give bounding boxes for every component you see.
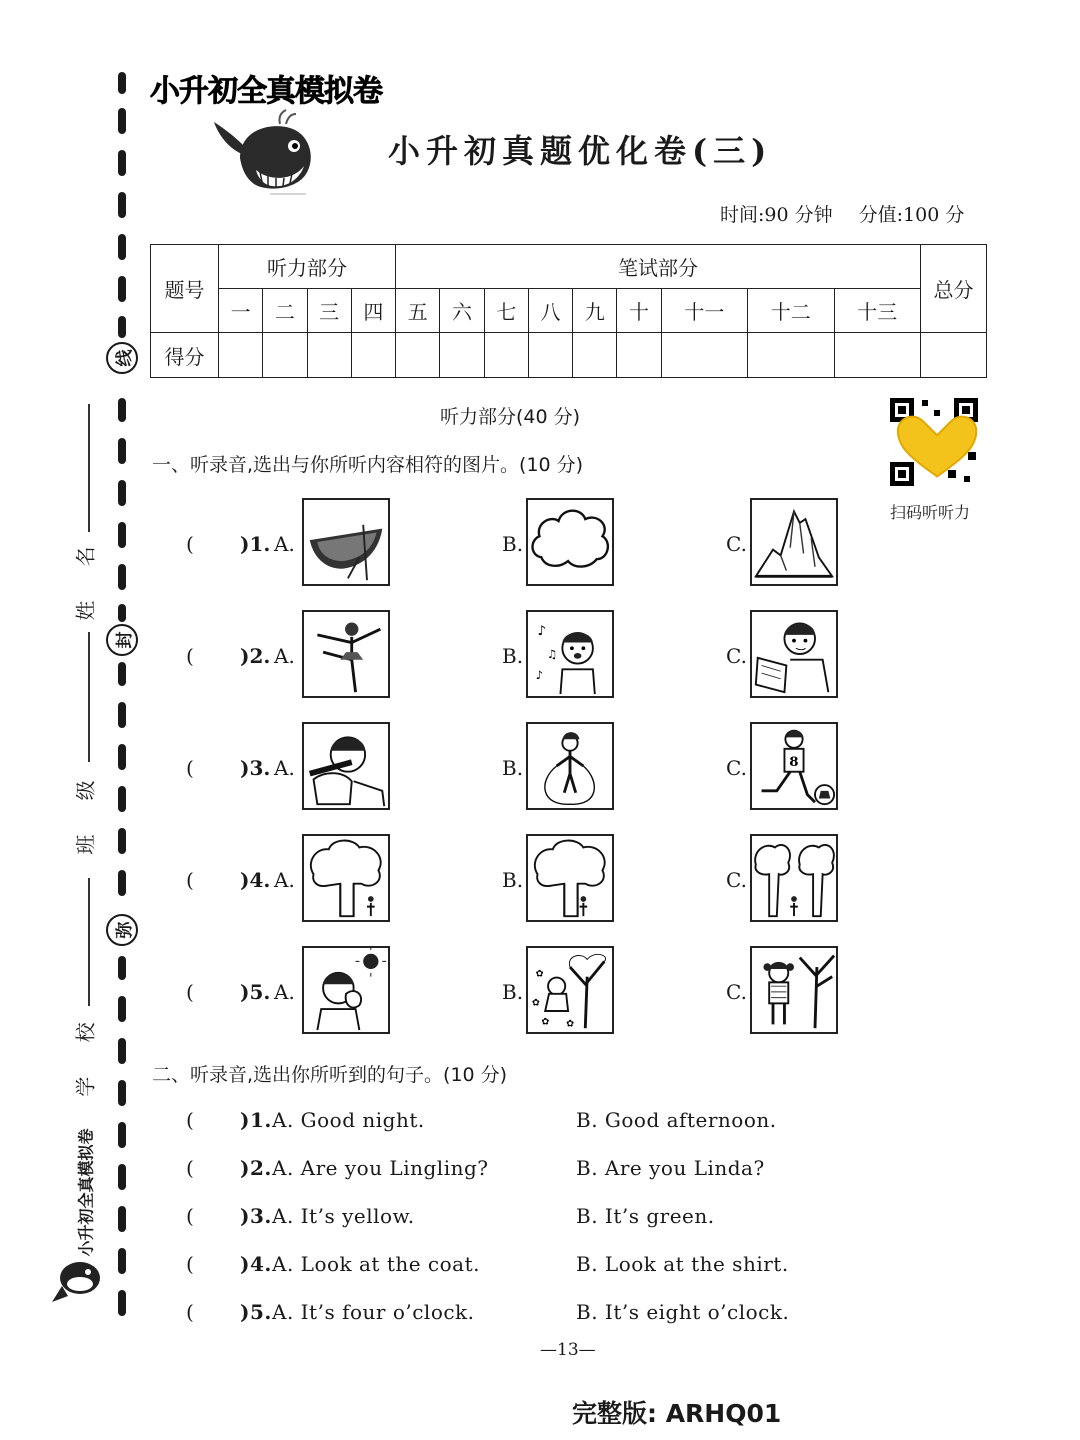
score-cell[interactable] <box>748 333 834 378</box>
answer-paren[interactable]: ( <box>186 756 194 780</box>
question-number-cell: 七 <box>484 289 528 333</box>
question-number: )5. <box>240 1300 272 1324</box>
sentence-question-4 <box>150 1252 950 1282</box>
girl-tree-icon[interactable] <box>750 946 838 1034</box>
option-a-label: A. <box>274 980 295 1004</box>
total-score-cell[interactable] <box>921 333 987 378</box>
score-cell[interactable] <box>440 333 484 378</box>
score-cell[interactable] <box>219 333 263 378</box>
sentence-option-b[interactable]: B. Good afternoon. <box>576 1108 777 1132</box>
option-c-label: C. <box>726 532 747 556</box>
sentence-option-b[interactable]: B. It’s eight o’clock. <box>576 1300 790 1324</box>
sentence-question-5 <box>150 1300 950 1330</box>
question-number-cell: 十 <box>617 289 661 333</box>
whale-logo-icon <box>210 108 322 200</box>
picture-question-4 <box>150 834 910 924</box>
answer-paren[interactable]: ( <box>186 1204 195 1228</box>
svg-text:♫: ♫ <box>547 646 558 661</box>
answer-paren[interactable]: ( <box>186 980 194 1004</box>
question-number: )2. <box>240 644 271 668</box>
section1-heading: 一、听录音,选出与你所听内容相符的图片。(10 分) <box>152 454 584 476</box>
option-a-label: A. <box>274 756 295 780</box>
option-a-label: A. <box>274 644 295 668</box>
picture-question-2 <box>150 610 910 700</box>
question-number-cell: 十二 <box>748 289 834 333</box>
football-boy-icon[interactable] <box>750 722 838 810</box>
tree-icon[interactable] <box>302 834 390 922</box>
question-number: )1. <box>240 532 271 556</box>
question-number-cell: 九 <box>573 289 617 333</box>
full-version-code: 完整版: ARHQ01 <box>572 1399 782 1428</box>
question-number: )3. <box>240 756 271 780</box>
option-c-label: C. <box>726 644 747 668</box>
section2-heading: 二、听录音,选出你所听到的句子。(10 分) <box>152 1064 508 1086</box>
option-b-label: B. <box>502 644 524 668</box>
svg-text:✿: ✿ <box>531 997 540 1009</box>
jump-rope-girl-icon[interactable] <box>526 722 614 810</box>
listening-section-header: 听力部分(40 分) <box>440 406 581 428</box>
score-table <box>150 244 987 378</box>
seal-char-xian: 线 <box>106 342 138 374</box>
row-header-score: 得分 <box>151 333 219 378</box>
question-number-cell: 五 <box>396 289 440 333</box>
cloud-icon[interactable] <box>526 498 614 586</box>
boat-icon[interactable] <box>302 498 390 586</box>
written-header-cell: 笔试部分 <box>396 245 921 289</box>
seal-char-feng: 封 <box>106 624 138 656</box>
score-cell[interactable] <box>307 333 351 378</box>
answer-paren[interactable]: ( <box>186 1156 195 1180</box>
side-brand-text: 小升初全真模拟卷 <box>76 1128 96 1257</box>
sentence-option-a[interactable]: A. It’s yellow. <box>272 1204 415 1228</box>
score-cell[interactable] <box>263 333 307 378</box>
question-number: )4. <box>240 868 271 892</box>
two-trees-icon[interactable] <box>750 834 838 922</box>
seal-char-mi: 弥 <box>106 914 138 946</box>
sentence-option-b[interactable]: B. It’s green. <box>576 1204 715 1228</box>
qr-code-icon[interactable] <box>888 396 980 488</box>
score-cell[interactable] <box>834 333 921 378</box>
option-b-label: B. <box>502 532 524 556</box>
option-b-label: B. <box>502 868 524 892</box>
svg-text:♪: ♪ <box>535 667 543 682</box>
row-header-number: 题号 <box>151 245 219 333</box>
question-number: )5. <box>240 980 271 1004</box>
option-c-label: C. <box>726 868 747 892</box>
question-number-cell: 一 <box>219 289 263 333</box>
answer-paren[interactable]: ( <box>186 1300 195 1324</box>
total-header-cell: 总分 <box>921 245 987 333</box>
option-a-label: A. <box>274 868 295 892</box>
school-label: 学 校 <box>73 1008 98 1097</box>
reading-boy-icon[interactable] <box>750 610 838 698</box>
listening-header-cell: 听力部分 <box>219 245 396 289</box>
score-cell[interactable] <box>528 333 572 378</box>
option-b-label: B. <box>502 756 524 780</box>
kid-flowers-icon[interactable] <box>526 946 614 1034</box>
sentence-question-2 <box>150 1156 950 1186</box>
answer-paren[interactable]: ( <box>186 532 194 556</box>
exam-meta <box>720 200 990 227</box>
question-number-cell: 三 <box>307 289 351 333</box>
dancing-girl-icon[interactable] <box>302 610 390 698</box>
answer-paren[interactable]: ( <box>186 1108 195 1132</box>
question-number-cell: 十三 <box>834 289 921 333</box>
question-number: )3. <box>240 1204 272 1228</box>
answer-paren[interactable]: ( <box>186 868 194 892</box>
question-number-cell: 二 <box>263 289 307 333</box>
score-cell[interactable] <box>661 333 747 378</box>
svg-text:♪: ♪ <box>537 623 547 639</box>
score-value: 分值:100 分 <box>858 204 965 226</box>
name-blank[interactable] <box>88 404 90 532</box>
question-number-cell: 十一 <box>661 289 747 333</box>
mountain-icon[interactable] <box>750 498 838 586</box>
question-number: )1. <box>240 1108 272 1132</box>
score-cell[interactable] <box>396 333 440 378</box>
svg-text:8: 8 <box>789 754 799 770</box>
singing-boy-icon[interactable] <box>526 610 614 698</box>
time-limit: 时间:90 分钟 <box>720 204 833 226</box>
score-cell[interactable] <box>484 333 528 378</box>
sentence-question-3 <box>150 1204 950 1234</box>
option-b-label: B. <box>502 980 524 1004</box>
sentence-option-a[interactable]: A. Good night. <box>272 1108 425 1132</box>
tree-icon[interactable] <box>526 834 614 922</box>
qr-label: 扫码听听力 <box>890 503 971 522</box>
sentence-option-b[interactable]: B. Are you Linda? <box>576 1156 765 1180</box>
name-label: 姓 名 <box>73 532 98 621</box>
sentence-option-a[interactable]: A. Are you Lingling? <box>272 1156 489 1180</box>
sentence-option-b[interactable]: B. Look at the shirt. <box>576 1252 789 1276</box>
svg-text:✿: ✿ <box>541 1016 550 1028</box>
svg-text:✿: ✿ <box>535 968 544 980</box>
picture-question-5 <box>150 946 910 1036</box>
answer-paren[interactable]: ( <box>186 1252 195 1276</box>
sentence-question-1 <box>150 1108 950 1138</box>
page-number: —13— <box>540 1340 596 1360</box>
exam-title: 小升初真题优化卷(三) <box>388 132 773 170</box>
hot-boy-icon[interactable] <box>302 946 390 1034</box>
svg-text:✿: ✿ <box>566 1018 575 1030</box>
option-c-label: C. <box>726 756 747 780</box>
option-c-label: C. <box>726 980 747 1004</box>
picture-question-3 <box>150 722 910 812</box>
question-number-cell: 六 <box>440 289 484 333</box>
answer-paren[interactable]: ( <box>186 644 194 668</box>
sentence-option-a[interactable]: A. Look at the coat. <box>272 1252 480 1276</box>
question-number-cell: 四 <box>351 289 395 333</box>
question-number-cell: 八 <box>528 289 572 333</box>
score-cell[interactable] <box>573 333 617 378</box>
score-cell[interactable] <box>351 333 395 378</box>
picture-question-1 <box>150 498 910 588</box>
side-fish-logo-icon <box>50 1252 106 1312</box>
question-number: )2. <box>240 1156 272 1180</box>
question-number: )4. <box>240 1252 272 1276</box>
sentence-option-a[interactable]: A. It’s four o’clock. <box>272 1300 475 1324</box>
class-label: 班 级 <box>73 766 98 855</box>
flute-boy-icon[interactable] <box>302 722 390 810</box>
option-a-label: A. <box>274 532 295 556</box>
score-cell[interactable] <box>617 333 661 378</box>
series-name: 小升初全真模拟卷 <box>150 74 382 109</box>
school-blank[interactable] <box>88 878 90 1006</box>
class-blank[interactable] <box>88 632 90 762</box>
